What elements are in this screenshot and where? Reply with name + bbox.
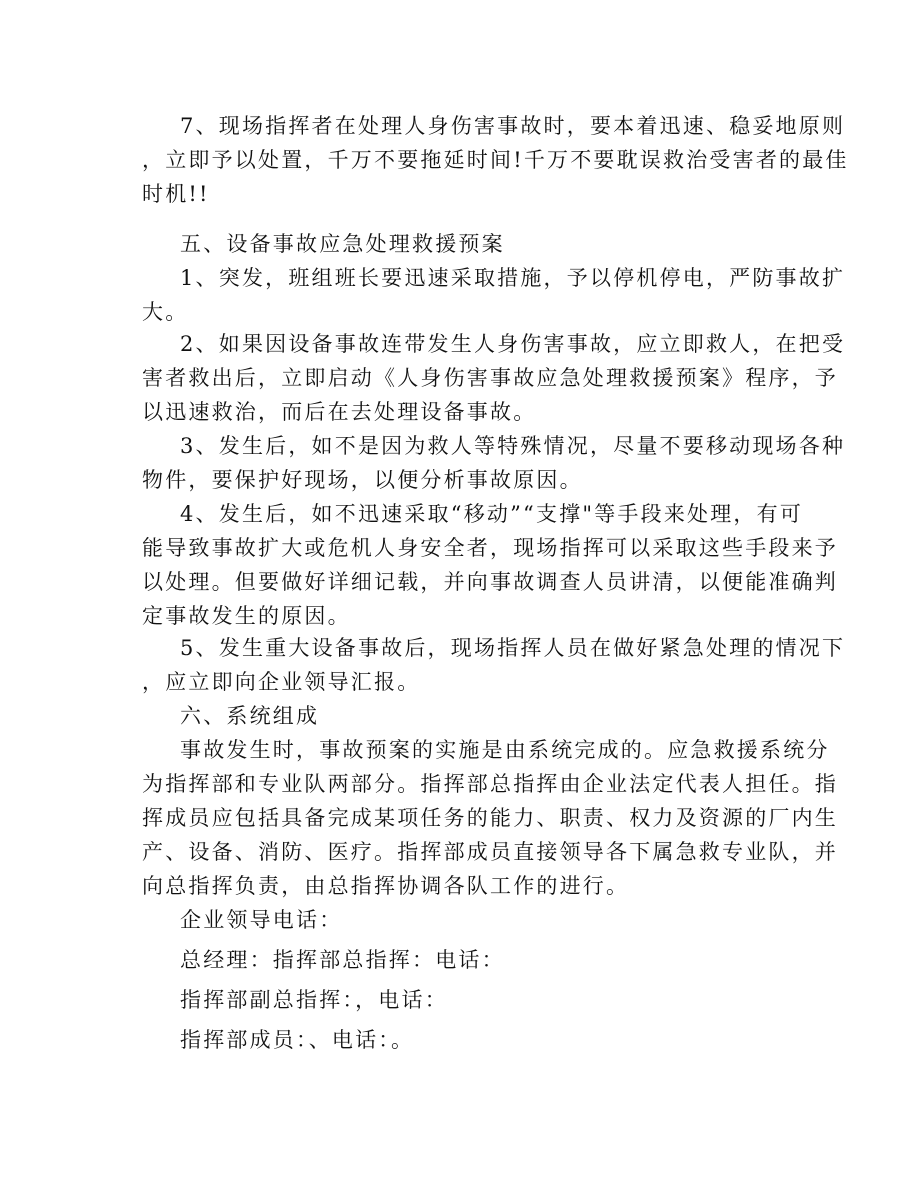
para-item-5-line: 5、发生重大设备事故后，现场指挥人员在做好紧急处理的情况下: [180, 636, 846, 660]
para-item-4-line: 定事故发生的原因。: [142, 604, 351, 628]
para-item-3-line: 3、发生后，如不是因为救人等特殊情况，尽量不要移动现场各种: [180, 434, 846, 458]
para-system-line: 向总指挥负责，由总指挥协调各队工作的进行。: [142, 874, 630, 898]
contact-members: 指挥部成员：、电话：。: [180, 1028, 415, 1052]
para-item-7-line: ，立即予以处置，千万不要拖延时间!千万不要耽误救治受害者的最佳: [142, 148, 849, 172]
para-system-line: 挥成员应包括具备完成某项任务的能力、职责、权力及资源的厂内生: [142, 806, 838, 830]
para-item-7-line: 7、现场指挥者在处理人身伤害事故时，要本着迅速、稳妥地原则: [180, 114, 846, 138]
para-item-4-line: 能导致事故扩大或危机人身安全者，现场指挥可以采取这些手段来予: [142, 536, 838, 560]
para-system-line: 事故发生时，事故预案的实施是由系统完成的。应急救援系统分: [180, 738, 830, 762]
para-item-1-line: 大。: [142, 300, 189, 324]
section-heading-6: 六、系统组成: [180, 704, 320, 728]
para-item-1-line: 1、突发，班组班长要迅速采取措施，予以停机停电，严防事故扩: [180, 266, 846, 290]
section-heading-5: 五、设备事故应急处理救援预案: [180, 232, 505, 256]
para-item-3-line: 物件，要保护好现场，以便分析事故原因。: [142, 468, 583, 492]
para-item-7-line: 时机!!: [142, 182, 210, 206]
contact-heading: 企业领导电话：: [180, 908, 343, 932]
para-system-line: 为指挥部和专业队两部分。指挥部总指挥由企业法定代表人担任。指: [142, 772, 838, 796]
para-item-2-line: 害者救出后，立即启动《人身伤害事故应急处理救援预案》程序，予: [142, 366, 838, 390]
contact-deputy-commander: 指挥部副总指挥：，电话：: [180, 988, 448, 1012]
para-item-2-line: 2、如果因设备事故连带发生人身伤害事故，应立即救人，在把受: [180, 332, 846, 356]
para-item-5-line: ，应立即向企业领导汇报。: [142, 670, 421, 694]
contact-general-manager: 总经理：指挥部总指挥：电话：: [180, 948, 505, 972]
para-item-4-line: 4、发生后，如不迅速采取“移动”“支撑"等手段来处理，有可: [180, 502, 804, 526]
para-item-2-line: 以迅速救治，而后在去处理设备事故。: [142, 400, 537, 424]
para-system-line: 产、设备、消防、医疗。指挥部成员直接领导各下属急救专业队，并: [142, 840, 838, 864]
para-item-4-line: 以处理。但要做好详细记载，并向事故调查人员讲清，以便能准确判: [142, 570, 838, 594]
